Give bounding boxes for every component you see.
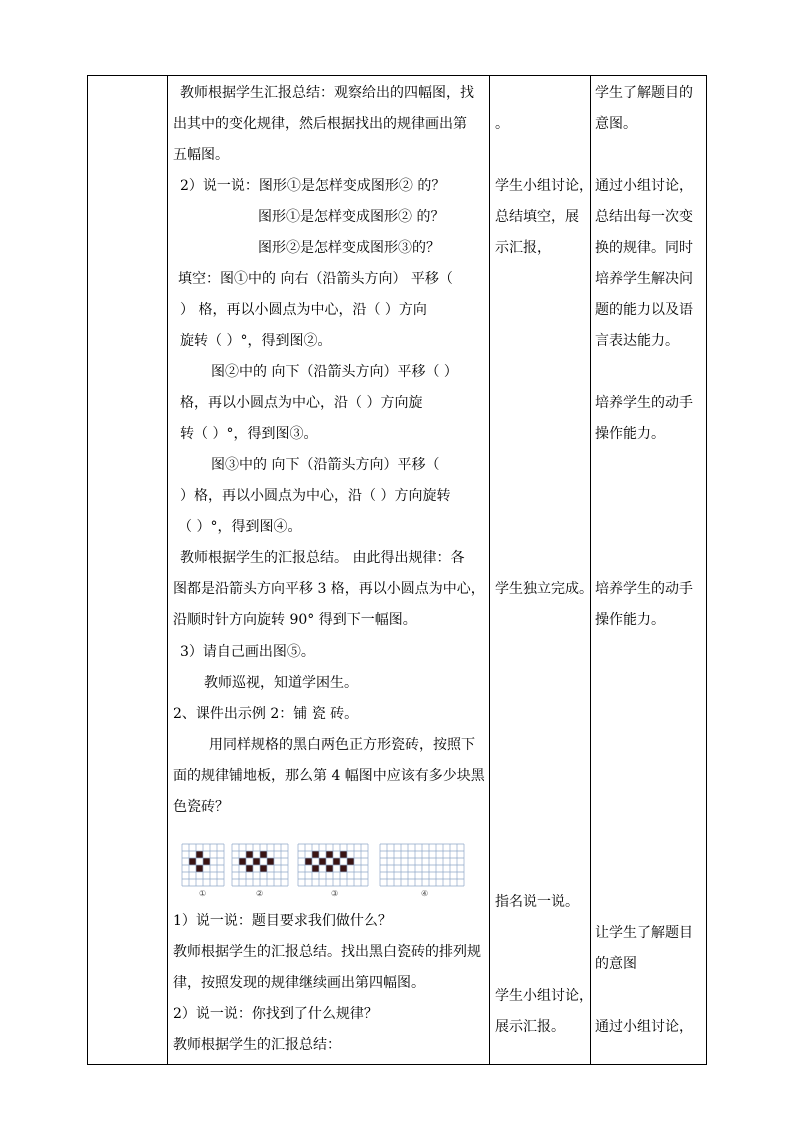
text-line: 言表达能力。 bbox=[595, 333, 679, 349]
text-line: 填空：图①中的 向右（沿箭头方向） 平移（ bbox=[178, 271, 453, 287]
text-line: 沿顺时针方向旋转 90° 得到下一幅图。 bbox=[173, 612, 417, 628]
text-line: 意图。 bbox=[595, 116, 637, 132]
black-tile bbox=[326, 851, 333, 858]
text-line: 3）请自己画出图⑤。 bbox=[180, 644, 315, 660]
text-line: 学生独立完成。 bbox=[495, 581, 593, 597]
black-tile bbox=[333, 858, 340, 865]
table-border-left bbox=[87, 75, 88, 1065]
text-line: 示汇报， bbox=[495, 240, 551, 256]
text-line: 图都是沿箭头方向平移 3 格，再以小圆点为中心， bbox=[173, 581, 485, 597]
text-line: 转（ ）°，得到图③。 bbox=[180, 426, 318, 442]
tile-figure-3 bbox=[298, 844, 368, 886]
text-line: 旋转（ ）°，得到图②。 bbox=[180, 333, 332, 349]
text-line: 学生小组讨论， bbox=[495, 988, 593, 1004]
black-tile bbox=[312, 865, 319, 872]
table-col-divider-3 bbox=[590, 75, 591, 1065]
text-line: 展示汇报。 bbox=[495, 1019, 565, 1035]
black-tile bbox=[253, 858, 260, 865]
text-line: ）格，再以小圆点为中心，沿（ ）方向旋转 bbox=[180, 488, 451, 504]
text-line: 教师根据学生的汇报总结。找出黑白瓷砖的排列规 bbox=[173, 944, 481, 960]
text-line: 律，按照发现的规律继续画出第四幅图。 bbox=[173, 975, 425, 991]
black-tile bbox=[239, 858, 246, 865]
text-line: 题的能力以及语 bbox=[595, 302, 693, 318]
tile-figure-2 bbox=[232, 844, 288, 886]
text-line: 用同样规格的黑白两色正方形瓷砖，按照下 bbox=[209, 737, 475, 753]
black-tile bbox=[246, 865, 253, 872]
text-line: 图形①是怎样变成图形② 的？ bbox=[258, 209, 445, 225]
table-col-divider-2 bbox=[489, 75, 490, 1065]
text-line: 换的规律。同时 bbox=[595, 240, 693, 256]
figure-label-3: ③ bbox=[331, 889, 339, 898]
text-line: 1）说一说：题目要求我们做什么？ bbox=[173, 913, 392, 929]
text-line: ） 格，再以小圆点为中心，沿（ ）方向 bbox=[180, 302, 427, 318]
text-line: 操作能力。 bbox=[595, 612, 665, 628]
tile-figure-1 bbox=[182, 844, 224, 886]
tile-figure-4 bbox=[380, 844, 464, 886]
text-line: 培养学生解决问 bbox=[595, 271, 693, 287]
figure-label-1: ① bbox=[199, 889, 207, 898]
text-line: 学生小组讨论， bbox=[495, 178, 593, 194]
black-tile bbox=[347, 858, 354, 865]
black-tile bbox=[260, 851, 267, 858]
black-tile bbox=[196, 851, 203, 858]
table-col-divider-1 bbox=[167, 75, 168, 1065]
black-tile bbox=[189, 858, 196, 865]
black-tile bbox=[260, 865, 267, 872]
text-line: 培养学生的动手 bbox=[595, 395, 693, 411]
text-line: 培养学生的动手 bbox=[595, 581, 693, 597]
text-line: 学生了解题目的 bbox=[595, 85, 693, 101]
black-tile bbox=[203, 858, 210, 865]
text-line: 通过小组讨论， bbox=[595, 1019, 693, 1035]
figure-label-2: ② bbox=[256, 889, 264, 898]
text-line: 2）说一说：图形①是怎样变成图形② 的？ bbox=[180, 178, 446, 194]
text-line: 图②中的 向下（沿箭头方向）平移（ ） bbox=[211, 364, 458, 380]
figure-label-4: ④ bbox=[421, 889, 429, 898]
black-tile bbox=[340, 851, 347, 858]
text-line: 通过小组讨论， bbox=[595, 178, 693, 194]
text-line: 操作能力。 bbox=[595, 426, 665, 442]
text-line: 教师巡视，知道学困生。 bbox=[204, 675, 358, 691]
tile-pattern-figures bbox=[180, 840, 472, 902]
black-tile bbox=[196, 865, 203, 872]
text-line: 。 bbox=[495, 116, 509, 132]
table-border-right bbox=[706, 75, 707, 1065]
black-tile bbox=[340, 865, 347, 872]
black-tile bbox=[246, 851, 253, 858]
text-line: 格，再以小圆点为中心，沿（ ）方向旋 bbox=[180, 395, 423, 411]
text-line: 总结出每一次变 bbox=[595, 209, 693, 225]
black-tile bbox=[326, 865, 333, 872]
table-border-top bbox=[87, 75, 707, 76]
black-tile bbox=[319, 858, 326, 865]
text-line: （ ）°，得到图④。 bbox=[178, 519, 302, 535]
text-line: 图形②是怎样变成图形③的？ bbox=[258, 240, 440, 256]
text-line: 的意图 bbox=[595, 956, 637, 972]
text-line: 色瓷砖？ bbox=[173, 799, 229, 815]
table-border-bottom bbox=[87, 1064, 707, 1065]
text-line: 2）说一说：你找到了什么规律？ bbox=[173, 1006, 378, 1022]
text-line: 教师根据学生汇报总结：观察给出的四幅图，找 bbox=[180, 85, 474, 101]
black-tile bbox=[305, 858, 312, 865]
text-line: 面的规律铺地板，那么第 4 幅图中应该有多少块黑 bbox=[173, 768, 485, 784]
text-line: 出其中的变化规律，然后根据找出的规律画出第 bbox=[173, 116, 467, 132]
text-line: 教师根据学生的汇报总结。 由此得出规律：各 bbox=[180, 550, 465, 566]
text-line: 教师根据学生的汇报总结： bbox=[173, 1037, 341, 1053]
black-tile bbox=[267, 858, 274, 865]
text-line: 总结填空，展 bbox=[495, 209, 579, 225]
black-tile bbox=[312, 851, 319, 858]
text-line: 让学生了解题目 bbox=[595, 925, 693, 941]
text-line: 指名说一说。 bbox=[495, 894, 579, 910]
text-line: 图③中的 向下（沿箭头方向）平移（ bbox=[211, 457, 440, 473]
text-line: 五幅图。 bbox=[173, 147, 229, 163]
text-line: 2、课件出示例 2：铺 瓷 砖。 bbox=[173, 706, 359, 722]
